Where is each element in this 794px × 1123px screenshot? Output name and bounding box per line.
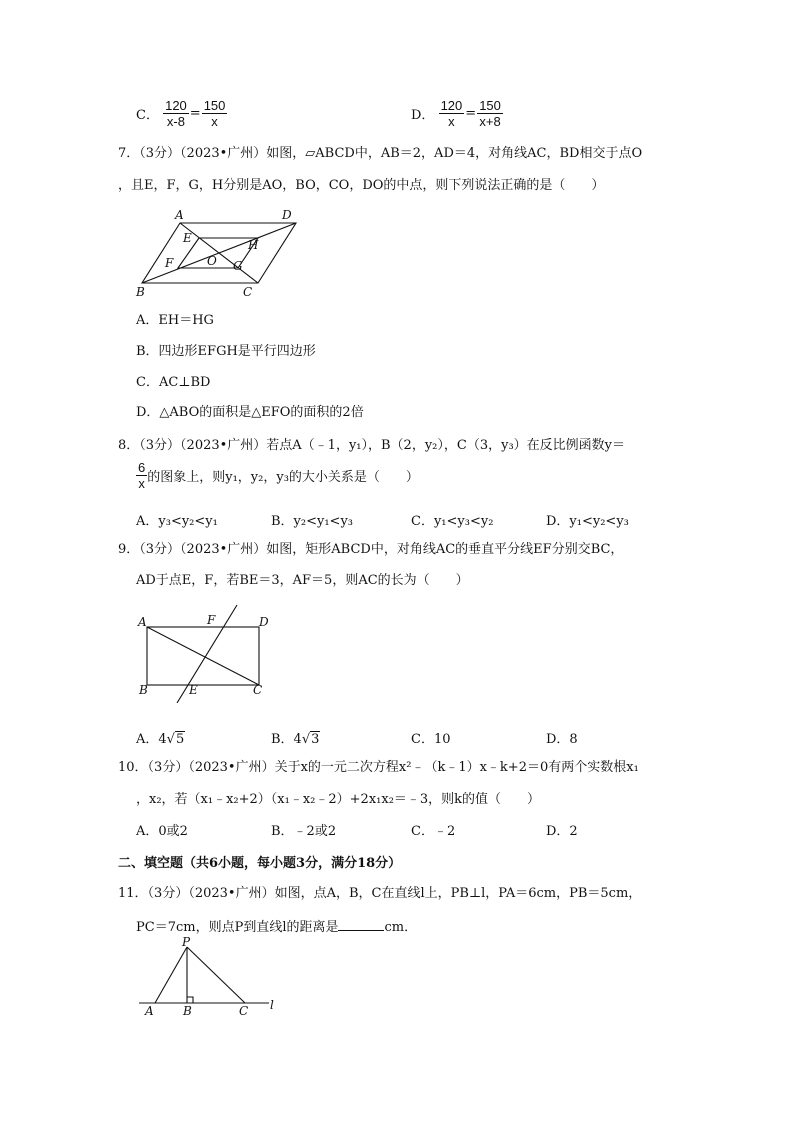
q10-option-a: A．0或2: [136, 824, 188, 839]
q8-option-d: D．y₁<y₂<y₃: [546, 514, 629, 529]
q9-option-b: [271, 728, 320, 747]
q7-option-c: C．AC⊥BD: [136, 375, 211, 390]
option-b-prefix: B．4: [271, 732, 302, 747]
radicand: 3: [311, 732, 320, 747]
label-d: D: [282, 208, 292, 222]
denominator: x+8: [479, 114, 501, 129]
q7-line2: ，且E，F，G，H分别是AO，BO，CO，DO的中点，则下列说法正确的是（ ）: [118, 178, 605, 193]
label-l: l: [270, 998, 274, 1012]
q8-line2-text: 的图象上，则y₁，y₂，y₃的大小关系是（ ）: [147, 470, 419, 485]
label-a: A: [145, 1004, 154, 1018]
q10-option-d: D．2: [546, 824, 578, 839]
q10-option-b: B．﹣2或2: [271, 824, 337, 839]
label-e: E: [183, 231, 192, 245]
q8-line2: [136, 460, 419, 491]
option-a-prefix: A．4: [136, 732, 167, 747]
q11-unit: cm．: [384, 920, 418, 935]
q9-option-c: C．10: [411, 732, 451, 747]
radicand: 5: [175, 732, 185, 747]
fraction: [163, 98, 189, 129]
segment-pa: [155, 947, 187, 1003]
label-a: A: [175, 208, 184, 222]
right-angle-mark: [187, 997, 193, 1003]
q10-line1: 10．（3分）（2023•广州）关于x的一元二次方程x²﹣（k﹣1）x﹣k+2＝0有两个实数根x₁: [118, 760, 639, 775]
q11-figure: [135, 935, 285, 1020]
denominator: x: [138, 476, 145, 491]
numerator: 150: [479, 98, 501, 113]
numerator: 150: [203, 98, 226, 113]
label-h: H: [248, 238, 259, 252]
q9-option-a: [136, 728, 185, 747]
q10-option-c: C．﹣2: [411, 824, 456, 839]
q11-line2-text: PC＝7cm，则点P到直线l的距离是: [136, 920, 339, 935]
q7-option-d: D．△ABO的面积是△EFO的面积的2倍: [136, 405, 364, 420]
label-d: D: [259, 615, 269, 629]
q8-option-c: C．y₁<y₃<y₂: [411, 514, 494, 529]
denominator: x-8: [166, 114, 185, 129]
q9-line2: AD于点E，F，若BE＝3，AF＝5，则AC的长为（ ）: [136, 573, 469, 588]
label-c: C: [243, 285, 253, 299]
q8-line1: 8．（3分）（2023•广州）若点A（﹣1，y₁），B（2，y₂），C（3，y₃）在反比例函数y＝: [118, 438, 626, 453]
label-b: B: [136, 285, 145, 299]
q10-line2: ，x₂，若（x₁﹣x₂+2）（x₁﹣x₂﹣2）+2x₁x₂＝﹣3，则k的值（ ）: [136, 792, 541, 807]
label-g: G: [233, 259, 243, 273]
q6-option-d: [411, 98, 503, 129]
fraction: [439, 98, 465, 129]
q7-option-a: A．EH＝HG: [136, 313, 214, 328]
numerator: 120: [165, 98, 187, 113]
label-a: A: [138, 615, 147, 629]
option-label: D．: [411, 108, 435, 123]
sqrt-icon: √: [301, 732, 311, 747]
q9-rectangle-figure: [135, 603, 285, 703]
label-e: E: [189, 683, 198, 697]
denominator: x: [448, 114, 455, 129]
sqrt-icon: √: [166, 732, 175, 747]
equals-sign: =: [189, 106, 201, 121]
label-c: C: [239, 1004, 249, 1018]
label-f: F: [165, 256, 174, 270]
equals-sign: =: [465, 106, 477, 121]
q9-option-d: D．8: [546, 732, 578, 747]
label-b: B: [139, 683, 148, 697]
q8-option-b: B．y₂<y₁<y₃: [271, 514, 354, 529]
numerator: 120: [440, 98, 463, 113]
option-label: C．: [136, 108, 159, 123]
fraction: [477, 98, 503, 129]
q9-line1: 9．（3分）（2023•广州）如图，矩形ABCD中，对角线AC的垂直平分线EF分别交BC，: [118, 542, 624, 557]
q7-parallelogram-figure: [130, 203, 310, 303]
q11-line2: [136, 916, 417, 935]
diagonal-bd: [142, 223, 296, 283]
label-c: C: [253, 683, 263, 697]
label-o: O: [207, 254, 217, 268]
answer-blank: [338, 918, 384, 931]
q8-option-a: A．y₃<y₂<y₁: [136, 514, 218, 529]
label-p: P: [182, 935, 191, 949]
q6-option-c: [136, 98, 227, 129]
fraction: [136, 460, 147, 491]
q7-option-b: B．四边形EFGH是平行四边形: [136, 344, 316, 359]
denominator: x: [211, 114, 218, 129]
fraction: [202, 98, 228, 129]
section-2-title: 二、填空题（共6小题，每小题3分，满分18分）: [118, 856, 402, 871]
diagonal-ac: [147, 627, 259, 685]
q11-line1: 11．（3分）（2023•广州）如图，点A，B，C在直线l上，PB⊥l，PA＝6cm，PB＝5cm，: [118, 886, 642, 901]
segment-pc: [187, 947, 245, 1003]
label-f: F: [207, 613, 216, 627]
numerator: 6: [138, 460, 146, 475]
label-b: B: [183, 1004, 192, 1018]
q7-line1: 7．（3分）（2023•广州）如图，▱ABCD中，AB＝2，AD＝4，对角线AC，BD相交于点O: [118, 146, 643, 161]
